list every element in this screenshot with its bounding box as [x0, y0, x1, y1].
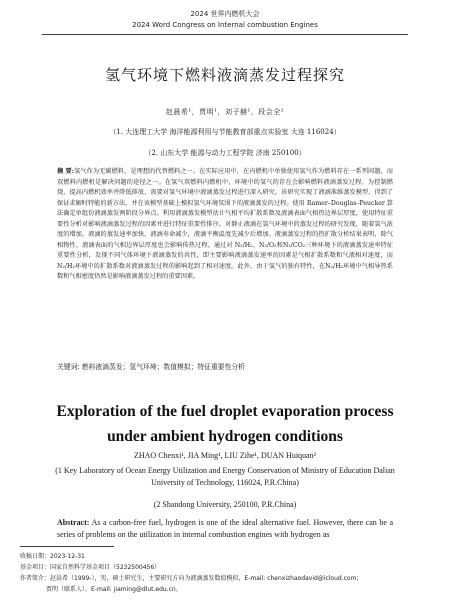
abstract-cn	[57, 167, 393, 283]
abstract-text-cn: 氢气作为无碳燃料，是理想的代替燃料之一。在实际应用中，在内燃机中单独使用氢气作为燃料存在一系列问题，而双燃料内燃机是解决问题的途径之一。在氢气双燃料内燃机中，环境中的氢气的存在会影响燃料液滴蒸发过程。为控制燃烧、提高内燃机效率并降低排放，需要对氢气环境中液滴蒸发过程进行深入研究。该研究实现了液滴准维蒸发模型，得到了保证求解时特能的新方法，并在该模型基础上模拟氢气环境氛围下的液滴蒸发的过程。使用 Ramer–Douglas–Peucker 算法确定单组份液滴蒸发两阶段分界点。利用液滴蒸发模型估计气相平均扩散系数及液滴表面气相热边界层厚度，使用特征重要性分析对影响液滴蒸发过程的因素并进行特征重要性排序。对静止液滴在氢气环境中的蒸发过程的研究发现，随着氢气浓度的增加，液滴的蒸发速率加快，液滴寿命减少，液滴平衡温度先减少后增加。液滴蒸发过程的热扩散分析结果表明，除气相物性、液滴表面的气相边界层厚度也会影响传热过程。通过对 N₂/H₂、N₂/O₂和N₂/CO₂三种环境下的液滴蒸发速率特征重要性分析，发现不同气体环境下液滴蒸发的共性，即主要影响液滴蒸发速率的因素是气相扩散系数和气液相对速度，而N₂/H₂环境中的扩散系数对液滴蒸发过程的影响起到了相对速度。此外，由于氢气的独有特性，在N₂/H₂环境中气相导热系数和气相密度仍然是影响液滴蒸发过程的重要因素。	[57, 168, 393, 280]
abstract-label-cn: 摘 要:	[57, 168, 75, 175]
authors-cn: 赵晨希¹，贾明¹，刘子赫¹，段会全²	[165, 108, 285, 116]
footnote-fund: 基金项目：国家自然科学基金项目（5232500456）	[20, 564, 161, 571]
footnote-contact: 贾明（联系人），E-mail: jiaming@dlut.edu.cn。	[46, 586, 182, 593]
running-header-cn: 2024 世界内燃机大会	[190, 10, 260, 18]
affiliation-2-en: (2 Shandong University, 250100, P.R.China)	[153, 500, 297, 509]
footnote-received: 收稿日期：2023-12-31	[20, 553, 85, 560]
paper-title-en-line2: under ambient hydrogen conditions	[107, 428, 343, 445]
footnote-author: 作者简介：赵晨希（1999-），男，硕士研究生，主要研究方向为液滴蒸发数值模拟，E-mail: chenxizhaodavid@icloud.com;	[20, 575, 359, 582]
authors-en: ZHAO Chenxi¹, JIA Ming¹, LIU Zihe¹, DUAN Huiquan²	[133, 451, 317, 460]
abstract-text-en: As a carbon-free fuel, hydrogen is one of the ideal alternative fuel. However, there can be a series of problems on the utilization in internal combustion engines with hydrogen as	[57, 518, 393, 539]
abstract-label-en: Abstract:	[57, 518, 90, 527]
affiliation-2-cn: （2. 山东大学 能源与动力工程学院 济南 250100）	[144, 149, 306, 157]
affiliation-1-cn: （1. 大连理工大学 海洋能源利用与节能教育部重点实验室 大连 116024）	[109, 128, 341, 136]
affiliation-1-en: (1 Key Laboratory of Ocean Energy Utilization and Energy Conservation of Ministry of Education Dalian University of Technology, 116024, P.R.China)	[55, 466, 395, 487]
running-header-en: 2024 Word Congress on Internal combustion Engines	[132, 21, 318, 29]
paper-title-en-line1: Exploration of the fuel droplet evaporation process	[56, 403, 394, 420]
abstract-en	[57, 517, 393, 541]
paper-title-cn: 氢气环境下燃料液滴蒸发过程探究	[104, 66, 345, 84]
footnote-divider	[20, 546, 114, 547]
footnotes	[20, 551, 440, 595]
header-divider	[42, 34, 408, 35]
keywords-cn: 关键词: 燃料液滴蒸发；氢气环境；数值模拟；特征重要性分析	[57, 363, 245, 371]
